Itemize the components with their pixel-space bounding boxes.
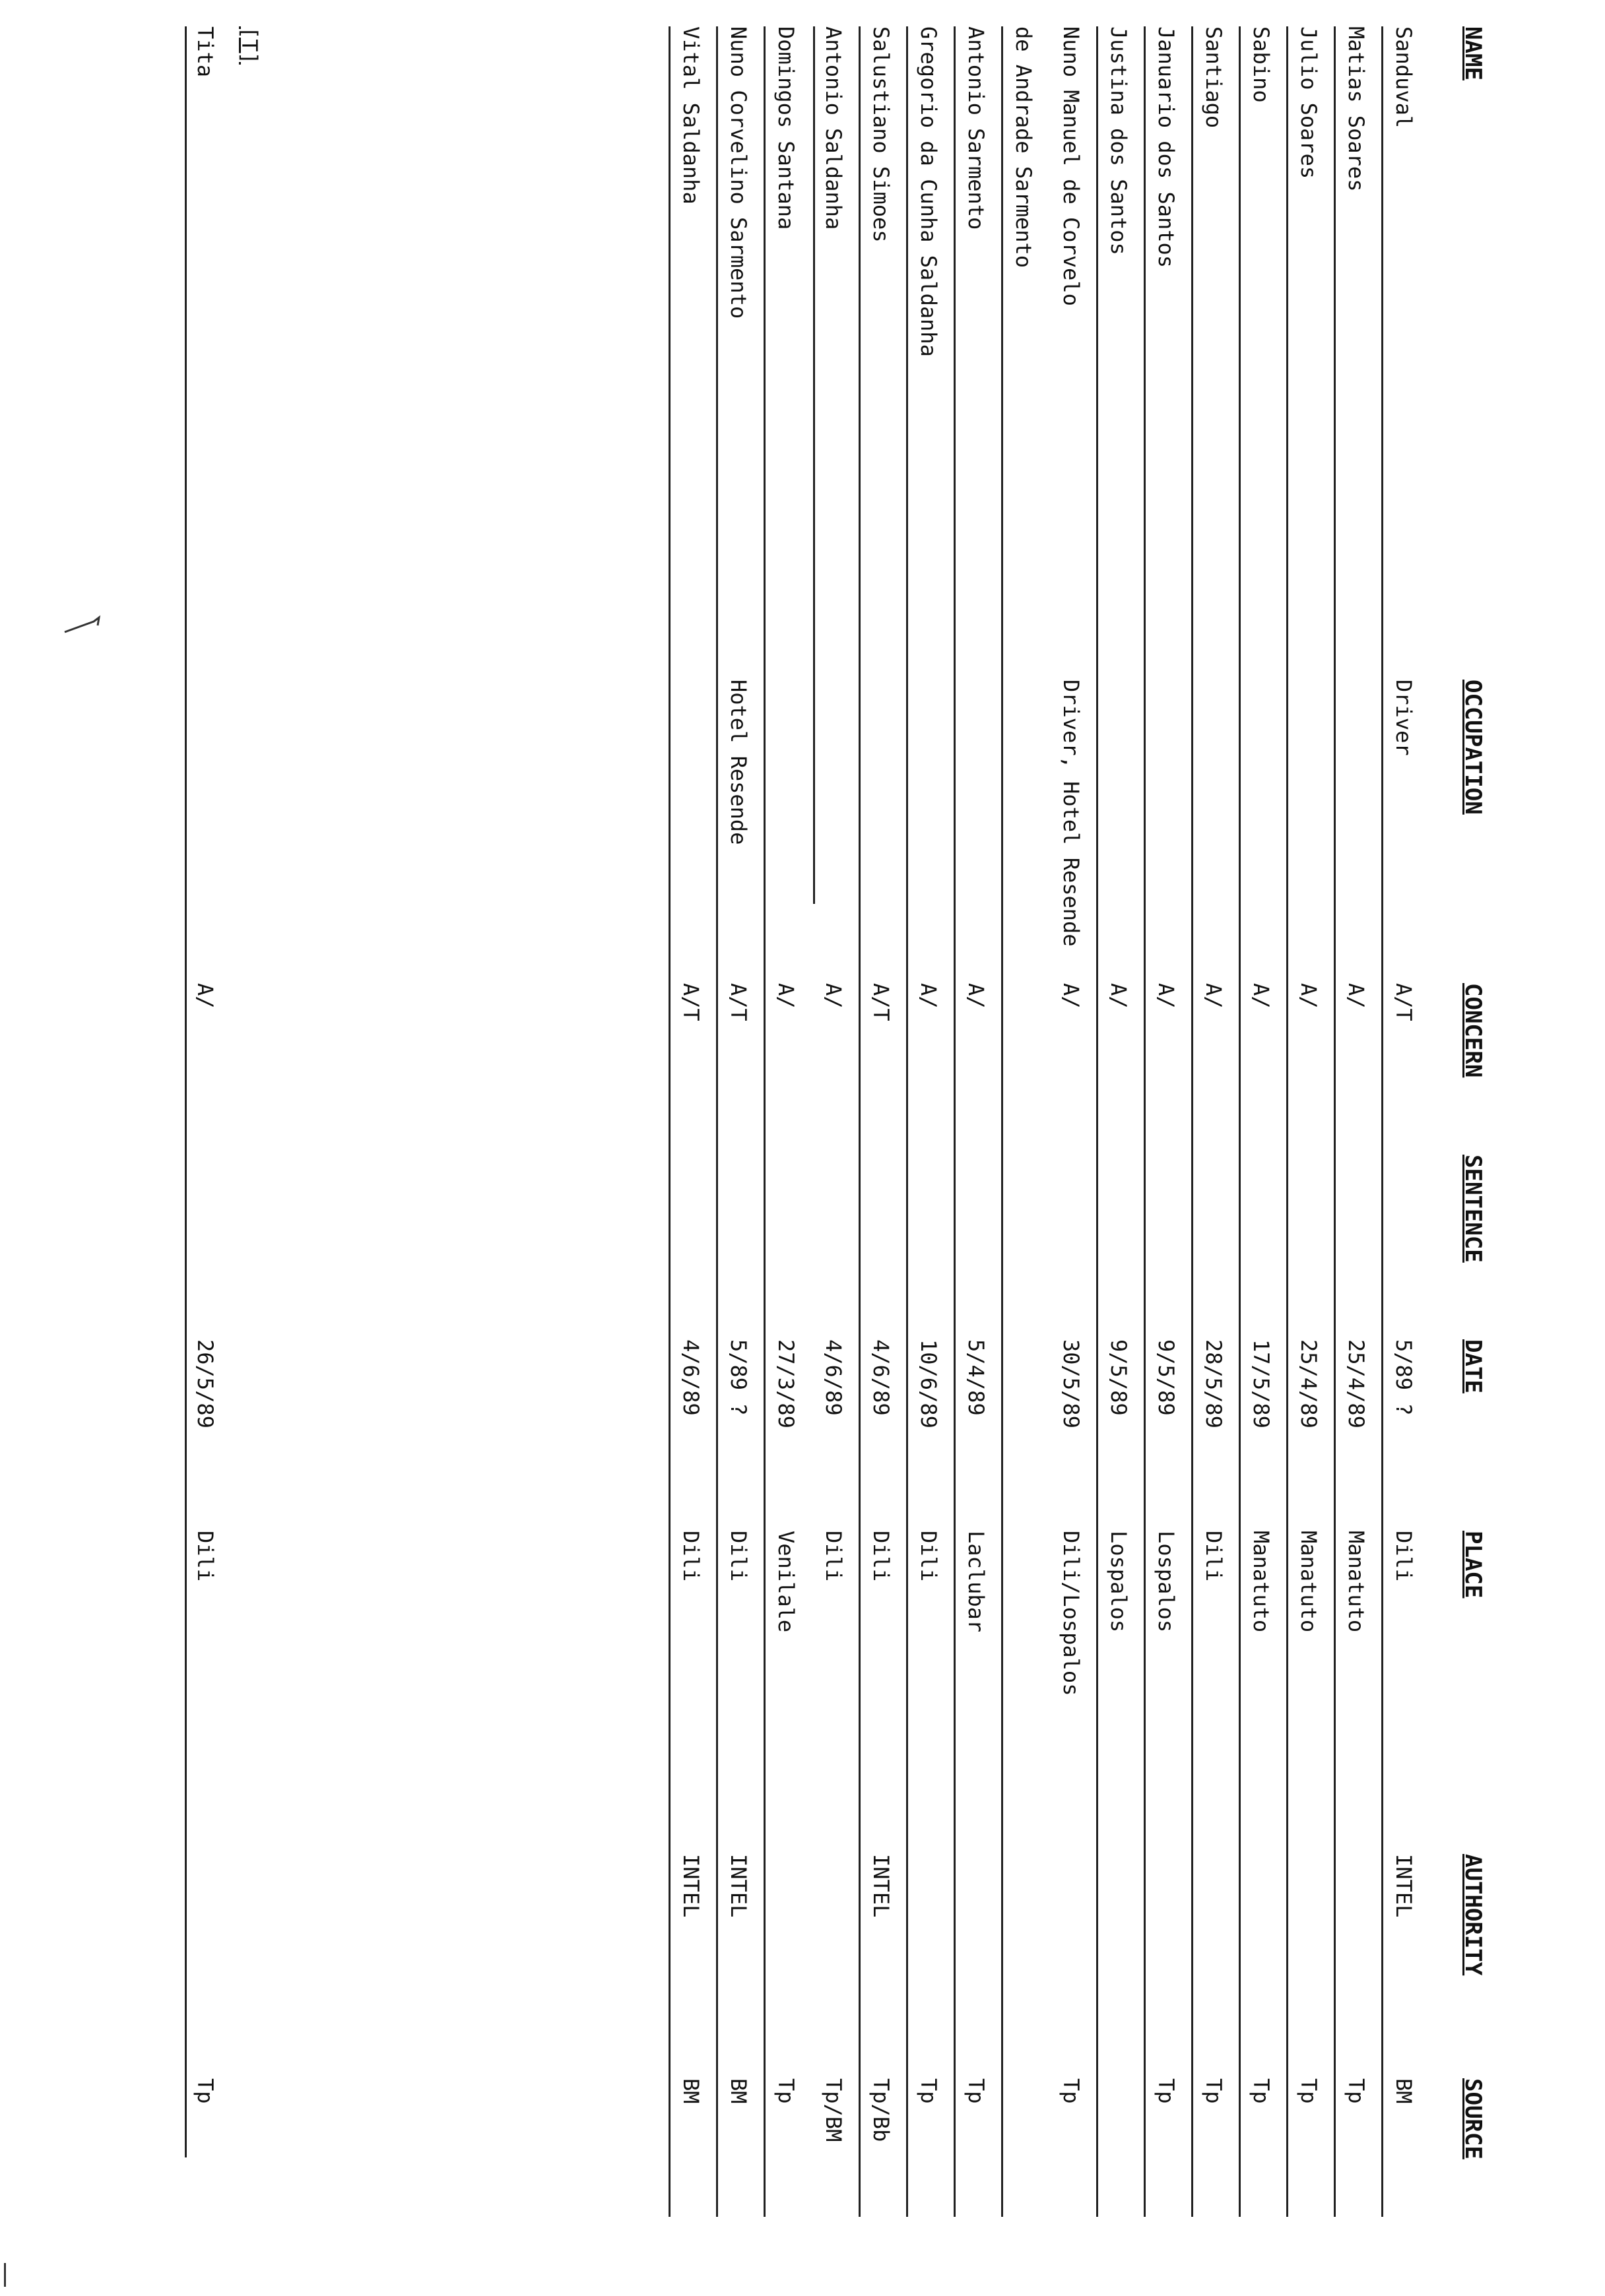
cell-place: Lospalos — [1106, 1531, 1131, 1633]
cell-date: 9/5/89 — [1154, 1339, 1179, 1416]
table-row — [716, 26, 763, 2217]
header-concern: CONCERN — [1460, 983, 1486, 1078]
cell-authority: INTEL — [678, 1854, 704, 1918]
cell-name: Sanduval — [1391, 26, 1416, 129]
cell-date: 25/4/89 — [1344, 1339, 1369, 1428]
cell-date: 5/89 ? — [726, 1339, 751, 1416]
table-row — [185, 26, 230, 2217]
cell-source: Tp — [773, 2078, 799, 2104]
cell-place: Manatuto — [1344, 1531, 1369, 1633]
cell-source: Tp — [1059, 2078, 1084, 2104]
cell-date: 5/4/89 — [964, 1339, 989, 1416]
table-row — [954, 26, 1000, 2217]
cell-place: Manatuto — [1249, 1531, 1274, 1633]
cell-concern: A/ — [193, 983, 218, 1009]
cell-source: Tp — [1344, 2078, 1369, 2104]
pen-mark-icon — [59, 612, 119, 639]
cell-name: Gregorio da Cunha Saldanha — [916, 26, 941, 357]
cell-source: Tp — [1296, 2078, 1321, 2104]
cell-source: Tp — [1154, 2078, 1179, 2104]
cell-place: Laclubar — [964, 1531, 989, 1633]
cell-place: Manatuto — [1296, 1531, 1321, 1633]
table-row — [813, 26, 858, 2217]
cell-name: Vital Saldanha — [678, 26, 704, 205]
cell-place: Dili — [193, 1531, 218, 1582]
cell-concern: A/ — [1296, 983, 1321, 1009]
header-authority: AUTHORITY — [1460, 1854, 1486, 1976]
cell-occupation: Hotel Resende — [726, 680, 751, 845]
cell-name: Tita — [193, 26, 218, 78]
table-row — [1286, 26, 1333, 2217]
cell-concern: A/ — [1249, 983, 1274, 1009]
edge-mark — [4, 2263, 6, 2287]
cell-concern: A/ — [1154, 983, 1179, 1009]
cell-date: 9/5/89 — [1106, 1339, 1131, 1416]
cell-concern: A/ — [1201, 983, 1226, 1009]
cell-authority: INTEL — [1391, 1854, 1416, 1918]
cell-concern: A/ — [1106, 983, 1131, 1009]
cell-concern: A/ — [773, 983, 799, 1009]
cell-name: Antonio Sarmento — [964, 26, 989, 230]
cell-name: Antonio Saldanha — [821, 26, 846, 230]
table-row — [1001, 26, 1048, 2217]
table-row — [906, 26, 953, 2217]
cell-name: de Andrade Sarmento — [1011, 26, 1036, 269]
table-row — [1096, 26, 1143, 2217]
cell-date: 5/89 ? — [1391, 1339, 1416, 1416]
cell-date: 4/6/89 — [821, 1339, 846, 1416]
cell-source: Tp — [193, 2078, 218, 2104]
cell-name: Julio Soares — [1296, 26, 1321, 179]
cell-place: Venilale — [773, 1531, 799, 1633]
header-source: SOURCE — [1460, 2078, 1486, 2159]
cell-date: 27/3/89 — [773, 1339, 799, 1428]
cell-place: Dili — [1201, 1531, 1226, 1582]
cell-concern: A/ — [1059, 983, 1084, 1009]
cell-authority: INTEL — [868, 1854, 894, 1918]
header-sentence: SENTENCE — [1460, 1155, 1486, 1263]
cell-place: Dili — [868, 1531, 894, 1582]
cell-source: BM — [726, 2078, 751, 2104]
cell-place: Lospalos — [1154, 1531, 1179, 1633]
cell-concern: A/T — [726, 983, 751, 1021]
table-row — [1144, 26, 1191, 2217]
cell-date: 10/6/89 — [916, 1339, 941, 1428]
cell-source: Tp — [916, 2078, 941, 2104]
header-place: PLACE — [1460, 1531, 1486, 1599]
table-row — [1239, 26, 1286, 2217]
cell-name: Januario dos Santos — [1154, 26, 1179, 269]
cell-occupation: Driver — [1391, 680, 1416, 756]
cell-date: 4/6/89 — [678, 1339, 704, 1416]
cell-place: Dili — [821, 1531, 846, 1582]
cell-source: BM — [678, 2078, 704, 2104]
cell-name: Santiago — [1201, 26, 1226, 129]
prisoner-table-page — [150, 26, 1497, 2217]
cell-date: 25/4/89 — [1296, 1339, 1321, 1428]
cell-source: Tp/Bb — [868, 2078, 894, 2142]
table-row — [1051, 26, 1096, 2217]
cell-concern: A/T — [868, 983, 894, 1021]
cell-source: BM — [1391, 2078, 1416, 2104]
cell-authority: INTEL — [726, 1854, 751, 1918]
cell-source: Tp — [1249, 2078, 1274, 2104]
table-row — [859, 26, 905, 2217]
cell-concern: A/ — [964, 983, 989, 1009]
table-row — [764, 26, 810, 2217]
cell-source: Tp — [964, 2078, 989, 2104]
cell-occupation: Driver, Hotel Resende — [1059, 680, 1084, 947]
cell-place: Dili — [1391, 1531, 1416, 1582]
cell-place: Dili/Lospalos — [1059, 1531, 1084, 1696]
cell-place: Dili — [678, 1531, 704, 1582]
cell-name: Salustiano Simoes — [868, 26, 894, 243]
table-row — [1381, 26, 1428, 2217]
cell-name: Nuno Manuel de Corvelo — [1059, 26, 1084, 306]
cell-place: Dili — [726, 1531, 751, 1582]
cell-name: Justina dos Santos — [1106, 26, 1131, 255]
cell-name: Nuno Corvelino Sarmento — [726, 26, 751, 319]
cell-source: Tp — [1201, 2078, 1226, 2104]
table-row — [669, 26, 715, 2217]
cell-concern: A/T — [1391, 983, 1416, 1021]
section-note: [T] — [237, 26, 262, 65]
cell-concern: A/T — [678, 983, 704, 1021]
cell-concern: A/ — [821, 983, 846, 1009]
cell-name: Domingos Santana — [773, 26, 799, 230]
cell-date: 30/5/89 — [1059, 1339, 1084, 1428]
cell-concern: A/ — [1344, 983, 1369, 1009]
cell-date: 4/6/89 — [868, 1339, 894, 1416]
cell-name: Matias Soares — [1344, 26, 1369, 192]
cell-date: 28/5/89 — [1201, 1339, 1226, 1428]
table-row — [1191, 26, 1238, 2217]
table-row — [1334, 26, 1381, 2217]
cell-date: 26/5/89 — [193, 1339, 218, 1428]
cell-name: Sabino — [1249, 26, 1274, 103]
cell-source: Tp/BM — [821, 2078, 846, 2142]
cell-place: Dili — [916, 1531, 941, 1582]
header-name: NAME — [1460, 26, 1486, 80]
cell-concern: A/ — [916, 983, 941, 1009]
cell-date: 17/5/89 — [1249, 1339, 1274, 1428]
header-occupation: OCCUPATION — [1460, 680, 1486, 815]
header-date: DATE — [1460, 1339, 1486, 1393]
